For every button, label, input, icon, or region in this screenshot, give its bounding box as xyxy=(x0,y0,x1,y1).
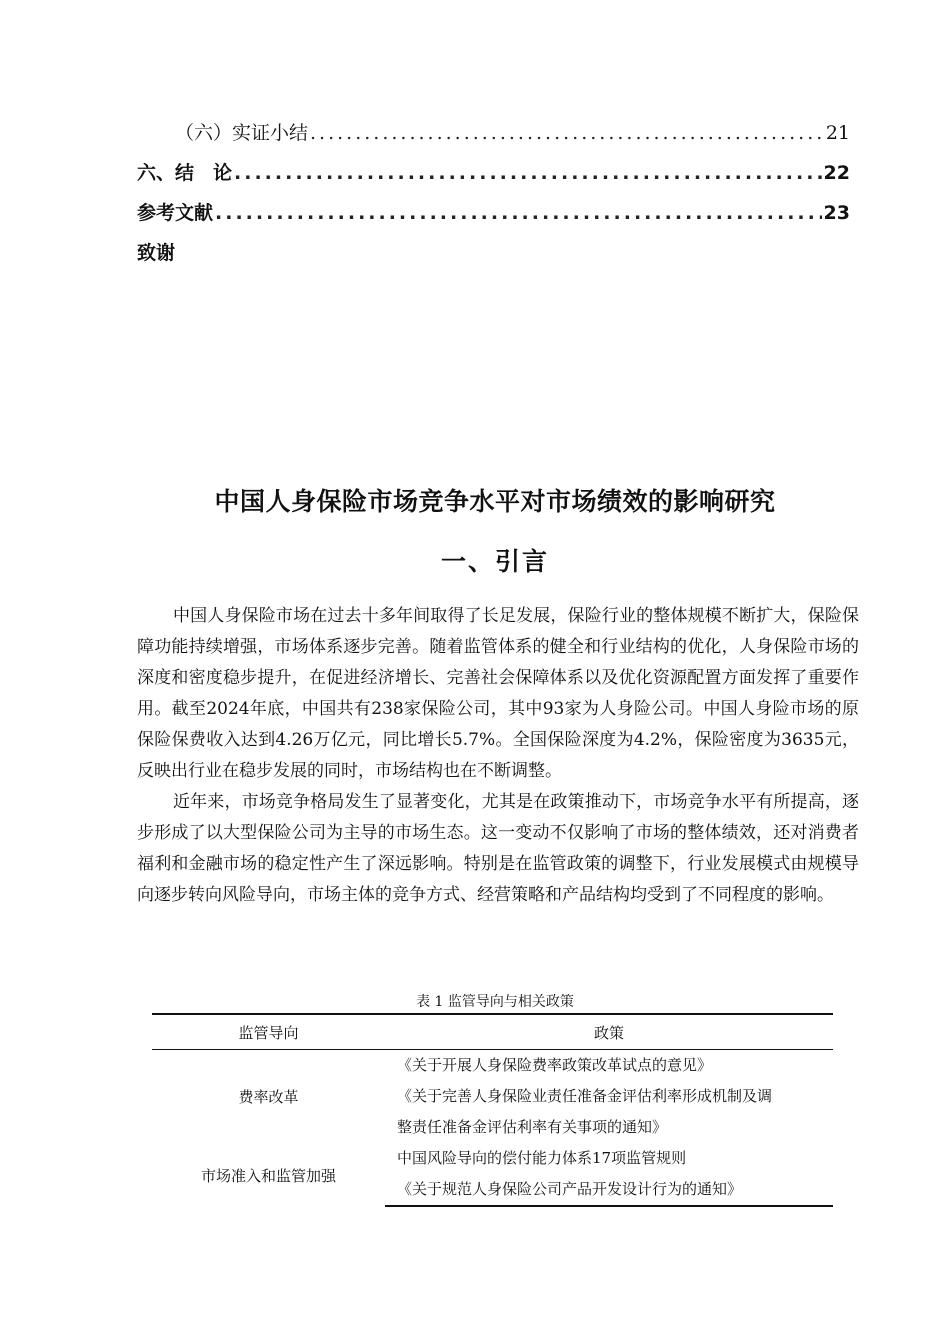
policy-line: 《关于完善人身保险业责任准备金评估利率形成机制及调 xyxy=(397,1087,773,1105)
policy-cell xyxy=(385,1050,833,1143)
document-title: 中国人身保险市场竞争水平对市场绩效的影响研究 xyxy=(214,487,776,516)
column-header-policy: 政策 xyxy=(593,1023,624,1042)
toc-item[interactable] xyxy=(137,198,850,238)
toc-leader-dots xyxy=(215,202,822,224)
table-row-group xyxy=(152,1050,833,1143)
toc-item[interactable] xyxy=(137,118,850,158)
policy-table xyxy=(152,1013,833,1207)
orientation-cell: 费率改革 xyxy=(238,1088,299,1106)
policy-line: 中国风险导向的偿付能力体系17项监管规则 xyxy=(397,1149,687,1167)
toc-item-page: 22 xyxy=(823,162,850,184)
orientation-cell: 市场准入和监管加强 xyxy=(200,1166,336,1185)
policy-line: 《关于开展人身保险费率政策改革试点的意见》 xyxy=(397,1056,713,1074)
paragraph: 中国人身保险市场在过去十多年间取得了长足发展，保险行业的整体规模不断扩大，保险保障功能持续增强，市场体系逐步完善。随着监管体系的健全和行业结构的优化，人身保险市场的深度和密度稳步提升，在促进经济增长、完善社会保障体系以及优化资源配置方面发挥了重要作用。截至2024年底，中国共有238家保险公司，其中93家为人身险公司。中国人身险市场的原保险保费收入达到4.26万亿元，同比增长5.7%。全国保险深度为4.2%，保险密度为3635元，反映出行业在稳步发展的同时，市场结构也在不断调整。 xyxy=(137,606,859,781)
toc-item[interactable] xyxy=(137,238,850,278)
toc-item-page: 21 xyxy=(825,122,850,144)
toc-item-label: 致谢 xyxy=(137,242,176,264)
column-header-orientation: 监管导向 xyxy=(238,1023,299,1042)
table-caption: 表 1 监管导向与相关政策 xyxy=(416,994,574,1010)
body-text xyxy=(137,601,859,911)
policy-line: 《关于规范人身保险公司产品开发设计行为的通知》 xyxy=(385,1174,833,1207)
table-header-row xyxy=(152,1015,833,1050)
table-row-group xyxy=(152,1143,833,1207)
table-of-contents xyxy=(137,118,850,278)
toc-item-label: （六）实证小结 xyxy=(175,122,309,144)
toc-leader-dots xyxy=(234,162,822,184)
policy-line: 整责任准备金评估利率有关事项的通知》 xyxy=(397,1118,668,1136)
toc-item[interactable] xyxy=(137,158,850,198)
toc-item-label: 六、结 论 xyxy=(137,162,233,184)
toc-item-page: 23 xyxy=(823,202,850,224)
toc-item-label: 参考文献 xyxy=(137,202,214,224)
paragraph: 近年来，市场竞争格局发生了显著变化，尤其是在政策推动下，市场竞争水平有所提高，逐步形成了以大型保险公司为主导的市场生态。这一变动不仅影响了市场的整体绩效，还对消费者福利和金融市场的稳定性产生了深远影响。特别是在监管政策的调整下，行业发展模式由规模导向逐步转向风险导向，市场主体的竞争方式、经营策略和产品结构均受到了不同程度的影响。 xyxy=(137,792,859,905)
toc-leader-dots xyxy=(310,122,824,144)
section-heading: 一、引言 xyxy=(440,547,549,576)
policy-cell xyxy=(385,1143,833,1207)
